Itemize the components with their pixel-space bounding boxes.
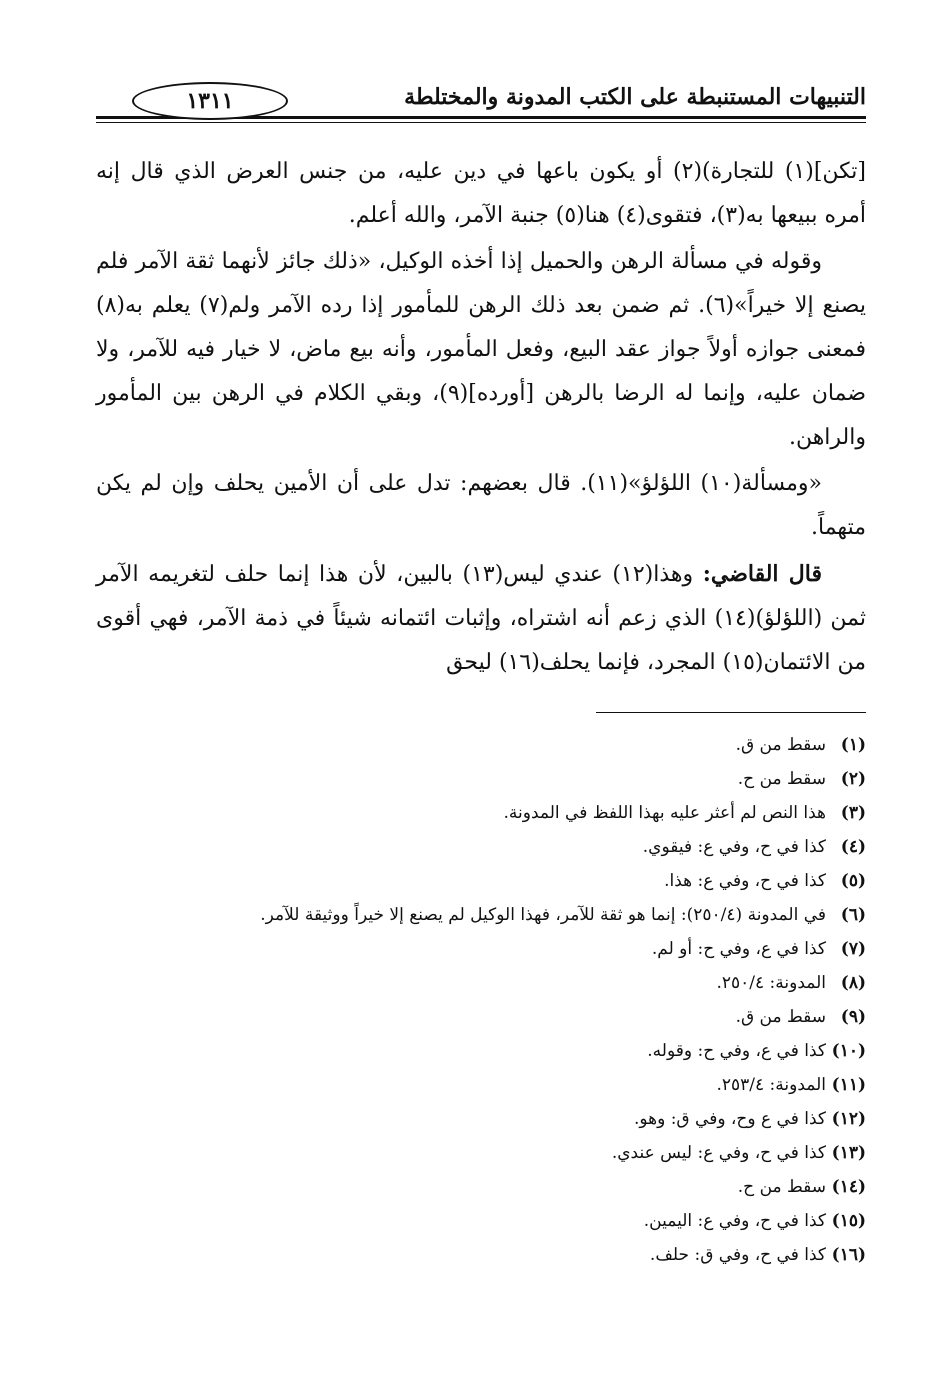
footnote-number: (١٣) — [831, 1143, 866, 1163]
footnote-text: كذا في ح، وفي ع: فيقوي. — [642, 837, 826, 857]
footnote-text: المدونة: ٢٥٣/٤. — [716, 1075, 826, 1095]
footnote-text: كذا في ح، وفي ع: هذا. — [664, 871, 826, 891]
footnote-text: المدونة: ٢٥٠/٤. — [716, 973, 826, 993]
paragraph-2: وقوله في مسألة الرهن والحميل إذا أخذه الوكيل، «ذلك جائز لأنهما ثقة الآمر فلم يصنع إلا خيراً»(٦). ثم ضمن بعد ذلك الرهن للمأمور إذا رده الآمر ولم(٧) يعلم به(٨) فمعنى جوازه أولاً جواز عقد البيع، وفعل المأمور، وأنه بيع ماض، لا خيار فيه للآمر، ولا ضمان عليه، وإنما له الرضا بالرهن [أورده](٩)، وبقي الكلام في الرهن بين المأمور والراهن. — [96, 249, 866, 450]
footnote-item — [96, 796, 866, 830]
footnote-text: هذا النص لم أعثر عليه بهذا اللفظ في المدونة. — [503, 803, 826, 823]
footnote-item — [96, 1136, 866, 1170]
footnote-number: (٧) — [840, 939, 866, 959]
footnote-item — [96, 728, 866, 762]
footnote-number: (١) — [840, 735, 866, 755]
main-text — [96, 150, 866, 685]
running-title: التنبيهات المستنبطة على الكتب المدونة والمختلطة — [404, 84, 866, 110]
footnote-number: (٩) — [840, 1007, 866, 1027]
footnote-number: (٨) — [840, 973, 866, 993]
footnote-item — [96, 1204, 866, 1238]
footnote-separator — [596, 712, 866, 713]
paragraph-1: [تكن](١) للتجارة)(٢) أو يكون باعها في دين عليه، من جنس العرض الذي قال إنه أمره ببيعها به(٣)، فتقوى(٤) هنا(٥) جنبة الآمر، والله أعلم. — [96, 159, 867, 228]
footnote-number: (٦) — [840, 905, 866, 925]
footnote-number: (٢) — [840, 769, 866, 789]
footnote-text: كذا في ع، وفي ح: وقوله. — [647, 1041, 826, 1061]
footnote-number: (١٠) — [831, 1041, 866, 1061]
footnote-text: سقط من ق. — [735, 1007, 826, 1027]
footnote-text: كذا في ع وح، وفي ق: وهو. — [633, 1109, 826, 1129]
footnote-number: (١٢) — [831, 1109, 866, 1129]
paragraph-4 — [96, 552, 866, 685]
footnote-number: (١٤) — [831, 1177, 866, 1197]
footnote-item — [96, 1068, 866, 1102]
footnote-number: (١٦) — [831, 1245, 866, 1265]
footnote-number: (٤) — [840, 837, 866, 857]
footnote-text: كذا في ح، وفي ق: حلف. — [649, 1245, 826, 1265]
footnote-item — [96, 1102, 866, 1136]
paragraph-4-text: وهذا(١٢) عندي ليس(١٣) بالبين، لأن هذا إنما حلف لتغريمه الآمر ثمن (اللؤلؤ)(١٤) الذي زعم أنه اشتراه، وإثبات ائتمانه شيئاً في ذمة الآمر، فهي أقوى من الائتمان(١٥) المجرد، فإنما يحلف(١٦) ليحق — [96, 562, 866, 675]
footnote-item — [96, 898, 866, 932]
footnote-item — [96, 966, 866, 1000]
footnote-text: كذا في ح، وفي ع: ليس عندي. — [611, 1143, 826, 1163]
footnote-number: (٣) — [840, 803, 866, 823]
footnote-item — [96, 762, 866, 796]
footnote-item — [96, 1000, 866, 1034]
footnote-item — [96, 932, 866, 966]
footnote-text: كذا في ع، وفي ح: أو لم. — [651, 939, 826, 959]
footnote-number: (١١) — [831, 1075, 866, 1095]
footnote-item — [96, 864, 866, 898]
footnote-item — [96, 1170, 866, 1204]
header-rule-thin — [96, 122, 866, 123]
footnote-text: في المدونة (٢٥٠/٤): إنما هو ثقة للآمر، فهذا الوكيل لم يصنع إلا خيراً ووثيقة للآمر. — [260, 905, 826, 925]
footnote-text: سقط من ح. — [737, 769, 826, 789]
footnote-number: (١٥) — [831, 1211, 866, 1231]
footnote-text: سقط من ق. — [735, 735, 826, 755]
page-header — [96, 82, 866, 122]
footnote-item — [96, 1238, 866, 1272]
qadi-label: قال القاضي: — [702, 561, 823, 587]
footnote-number: (٥) — [840, 871, 866, 891]
footnotes — [96, 728, 866, 1272]
footnote-text: سقط من ح. — [737, 1177, 826, 1197]
footnote-text: كذا في ح، وفي ع: اليمين. — [643, 1211, 826, 1231]
footnote-item — [96, 830, 866, 864]
paragraph-3: «ومسألة(١٠) اللؤلؤ»(١١). قال بعضهم: تدل على أن الأمين يحلف وإن لم يكن متهماً. — [96, 471, 866, 540]
footnote-item — [96, 1034, 866, 1068]
page-number: ١٣١١ — [132, 82, 288, 120]
